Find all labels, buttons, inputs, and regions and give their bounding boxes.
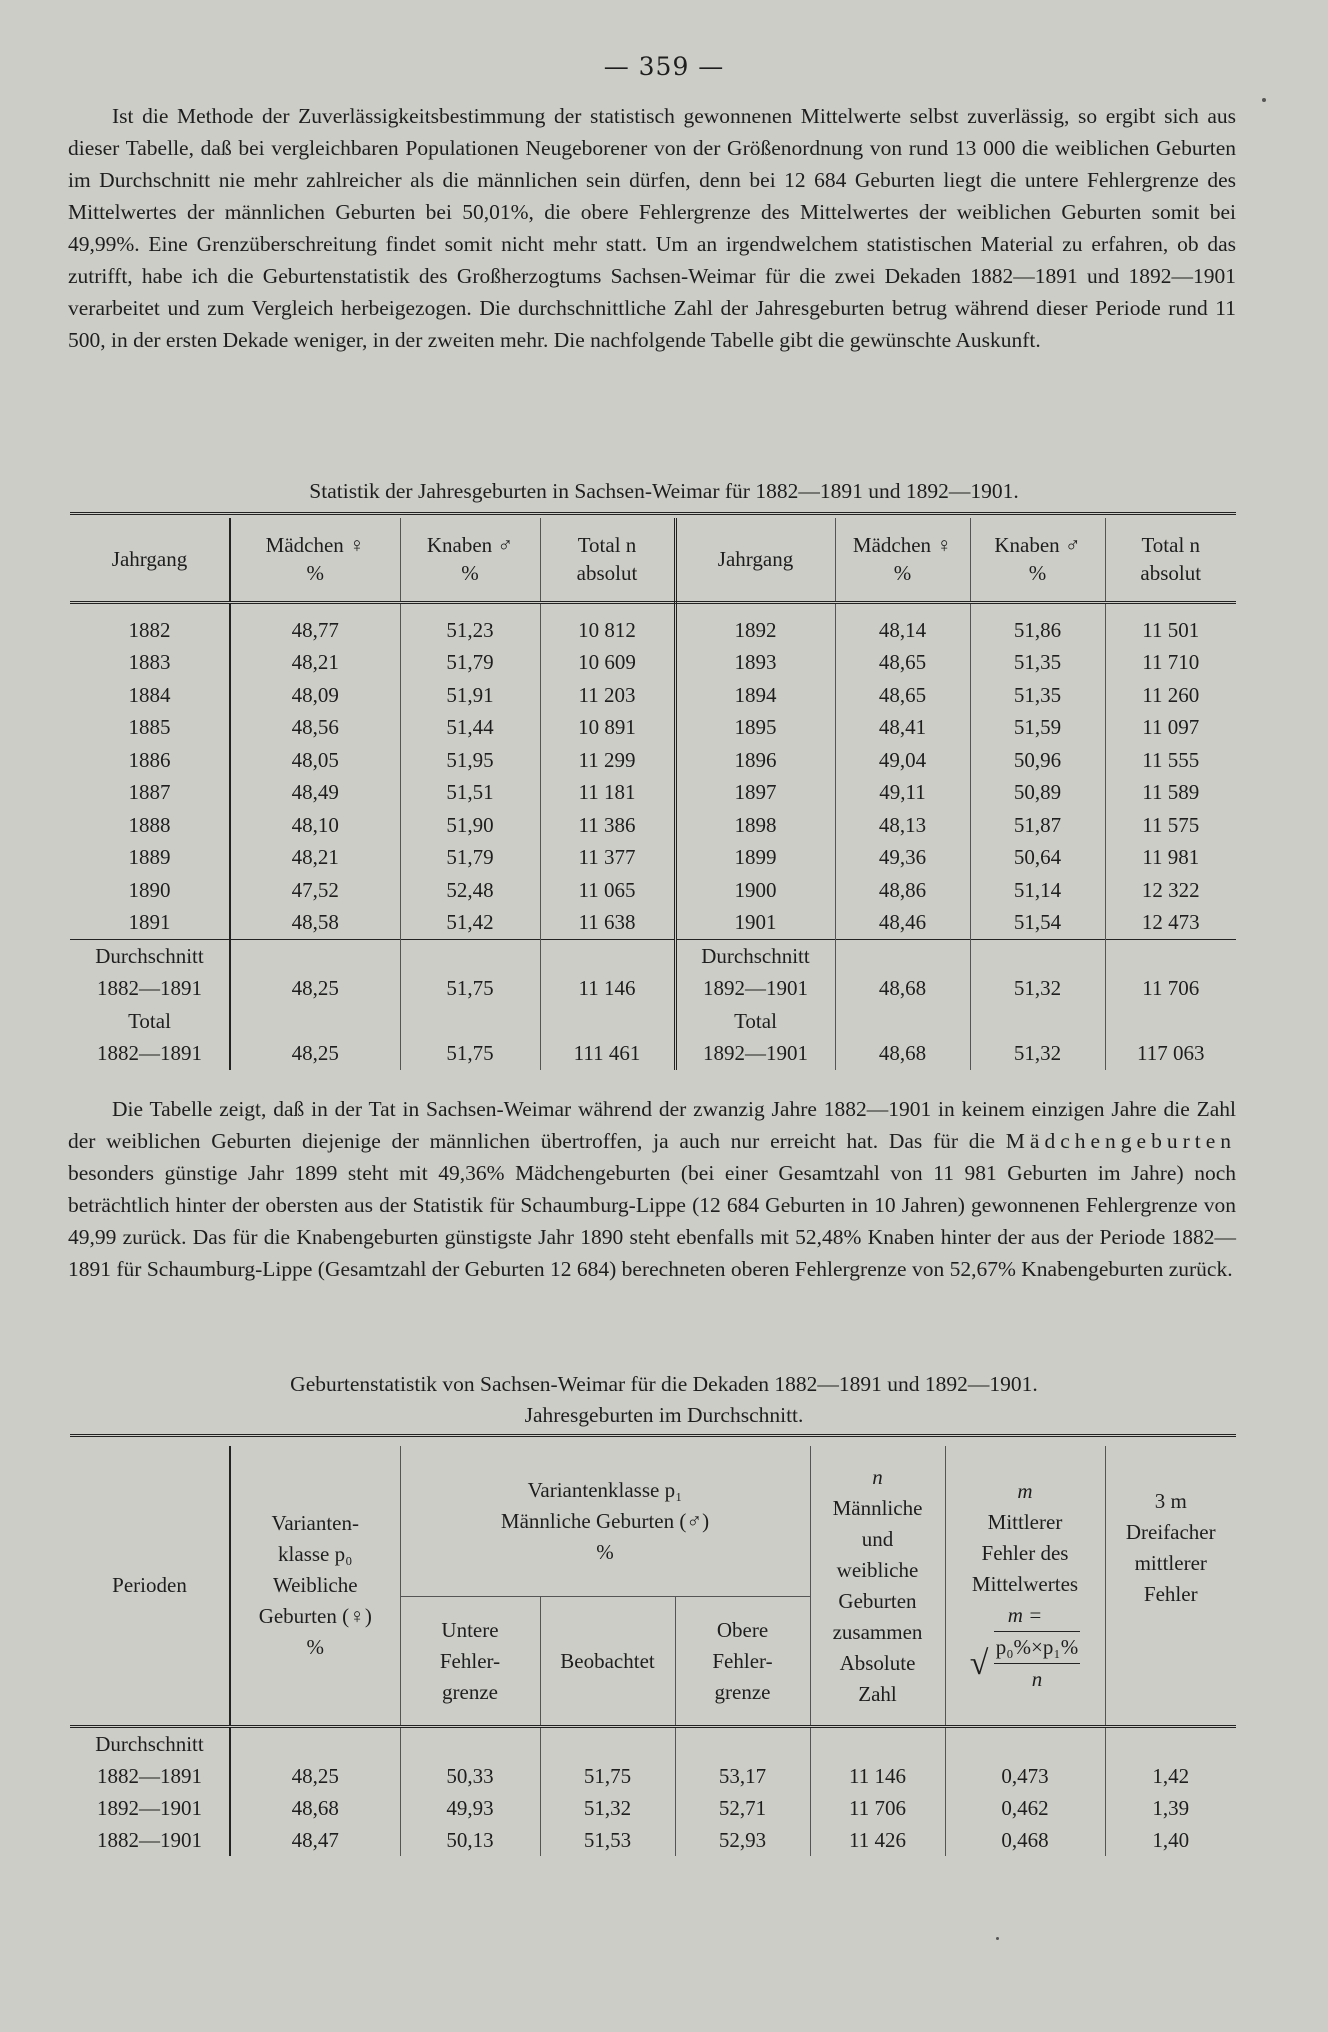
births-by-year-table — [70, 518, 1236, 1070]
cell-obere: 52,93 — [675, 1824, 810, 1856]
cell-maedchen-left: 48,21 — [230, 841, 400, 874]
cell-n: 11 426 — [810, 1824, 945, 1856]
header-obere — [675, 1597, 810, 1727]
total-period-left: 1882—1891 — [70, 1037, 230, 1070]
cell-total-right: 11 097 — [1142, 715, 1200, 740]
cell-jahrgang-right: 1895 — [675, 711, 835, 744]
middle-paragraph — [68, 1093, 1236, 1285]
table1-avg-label-row — [70, 939, 1236, 972]
total-maedchen-left: 48,25 — [230, 1037, 400, 1070]
cell-total-right: 11 981 — [1142, 845, 1200, 870]
header-p0-line5: % — [306, 1635, 324, 1659]
table-row — [70, 711, 1236, 744]
header-jahrgang-left: Jahrgang — [70, 518, 230, 602]
cell-maedchen-right: 48,65 — [835, 679, 970, 712]
cell-jahrgang-left: 1887 — [70, 776, 230, 809]
avg-maedchen-left: 48,25 — [230, 972, 400, 1005]
header-beobachtet: Beobachtet — [540, 1597, 675, 1727]
formula-numerator: p₀%×p₁% — [994, 1631, 1080, 1664]
cell-total-left: 11 065 — [540, 874, 675, 907]
table1-total-row — [70, 1037, 1236, 1070]
cell-total-left: 11 299 — [540, 744, 675, 777]
cell-knaben-left: 51,42 — [400, 906, 540, 939]
header-untere-line3: grenze — [442, 1679, 498, 1704]
cell-knaben-right: 51,86 — [970, 614, 1105, 647]
table1-caption: Statistik der Jahresgeburten in Sachsen-Weimar für 1882—1891 und 1892—1901. — [309, 479, 1019, 503]
cell-total-right: 12 473 — [1141, 910, 1200, 935]
cell-total-left: 11 181 — [540, 776, 675, 809]
header-p0-line3: Weibliche — [272, 1573, 358, 1597]
header-pct: % — [893, 561, 912, 586]
table-row — [70, 614, 1236, 647]
cell-maedchen-left: 48,58 — [230, 906, 400, 939]
table1-total-label-row — [70, 1005, 1236, 1038]
cell-total-left: 10 891 — [540, 711, 675, 744]
cell-untere: 49,93 — [400, 1792, 540, 1824]
header-m-line1: m — [1017, 1479, 1033, 1503]
cell-total-right: 11 589 — [1142, 780, 1200, 805]
table-row — [70, 646, 1236, 679]
header-p1-line2: Männliche Geburten (♂) — [500, 1508, 710, 1533]
speck-mark — [996, 1937, 999, 1940]
avg-maedchen-right: 48,68 — [835, 972, 970, 1005]
cell-maedchen-left: 48,56 — [230, 711, 400, 744]
table1-top-rule — [70, 512, 1236, 515]
header-m — [945, 1446, 1105, 1727]
cell-total-left: 11 386 — [540, 809, 675, 842]
header-maedchen-left — [230, 518, 400, 602]
cell-jahrgang-right: 1892 — [675, 614, 835, 647]
cell-untere: 50,33 — [400, 1760, 540, 1792]
cell-periode: 1892—1901 — [70, 1792, 230, 1824]
cell-total-right: 11 260 — [1142, 682, 1200, 707]
cell-3m: 1,39 — [1152, 1796, 1190, 1820]
header-m-formula — [946, 1631, 1105, 1695]
cell-jahrgang-right: 1900 — [675, 874, 835, 907]
cell-knaben-right: 51,87 — [970, 809, 1105, 842]
header-p1-line3: % — [596, 1539, 614, 1564]
cell-jahrgang-left: 1884 — [70, 679, 230, 712]
header-obere-line2: Fehler- — [712, 1648, 773, 1673]
cell-n: 11 706 — [810, 1792, 945, 1824]
header-knaben-left — [400, 518, 540, 602]
table1-avg-row — [70, 972, 1236, 1005]
header-n-line1: n — [872, 1464, 883, 1489]
header-p0-line4: Geburten (♀) — [258, 1604, 372, 1628]
cell-total-left: 11 203 — [540, 679, 675, 712]
formula-fraction — [994, 1631, 1080, 1695]
header-pct: % — [306, 561, 324, 586]
cell-p0: 48,47 — [230, 1824, 400, 1856]
cell-maedchen-right: 48,65 — [835, 646, 970, 679]
total-maedchen-right: 48,68 — [835, 1037, 970, 1070]
total-period-right: 1892—1901 — [675, 1037, 835, 1070]
table-row — [70, 841, 1236, 874]
cell-total-left: 10 812 — [540, 614, 675, 647]
cell-total-left: 11 638 — [540, 906, 675, 939]
cell-maedchen-right: 48,41 — [835, 711, 970, 744]
avg-period-right: 1892—1901 — [675, 972, 835, 1005]
cell-maedchen-right: 49,04 — [835, 744, 970, 777]
table-row — [70, 906, 1236, 939]
cell-3m: 1,40 — [1152, 1828, 1190, 1852]
cell-maedchen-left: 47,52 — [230, 874, 400, 907]
table2-header-row1 — [70, 1446, 1236, 1597]
avg-knaben-left: 51,75 — [400, 972, 540, 1005]
header-maedchen-right — [835, 518, 970, 602]
total-total-left: 111 461 — [540, 1037, 675, 1070]
cell-knaben-right: 50,89 — [970, 776, 1105, 809]
cell-knaben-right: 51,59 — [970, 711, 1105, 744]
birth-stats-decades-table — [70, 1446, 1236, 1856]
header-knaben-right — [970, 518, 1105, 602]
cell-total-right: 11 501 — [1142, 617, 1200, 642]
header-m-line3: Fehler des — [981, 1541, 1069, 1565]
cell-jahrgang-left: 1891 — [70, 906, 230, 939]
total-label-left: Total — [70, 1005, 230, 1038]
table-row — [70, 809, 1236, 842]
header-n-line6: zusammen — [832, 1619, 923, 1644]
cell-maedchen-left: 48,77 — [230, 614, 400, 647]
cell-p0: 48,68 — [230, 1792, 400, 1824]
avg-period-left: 1882—1891 — [70, 972, 230, 1005]
page-number: — 359 — — [603, 52, 725, 81]
cell-total-right: 11 575 — [1142, 812, 1200, 837]
header-3m-line3: mittlerer — [1134, 1551, 1207, 1575]
table1-spacer-row — [70, 602, 1236, 614]
cell-jahrgang-left: 1882 — [70, 614, 230, 647]
middle-paragraph-spaced-word: Mädchengeburten — [1005, 1129, 1236, 1153]
table2-caption-line2: Jahresgeburten im Durchschnitt. — [524, 1403, 804, 1427]
cell-jahrgang-left: 1886 — [70, 744, 230, 777]
cell-knaben-right: 50,96 — [970, 744, 1105, 777]
header-p0 — [230, 1446, 400, 1727]
sqrt-symbol: √ — [969, 1644, 989, 1682]
header-3m — [1105, 1446, 1236, 1727]
cell-p0: 48,25 — [230, 1760, 400, 1792]
cell-knaben-left: 51,79 — [400, 646, 540, 679]
cell-knaben-right: 50,64 — [970, 841, 1105, 874]
intro-paragraph — [68, 100, 1236, 356]
table2-body — [70, 1727, 1236, 1857]
cell-jahrgang-right: 1898 — [675, 809, 835, 842]
cell-knaben-left: 51,91 — [400, 679, 540, 712]
cell-maedchen-left: 48,21 — [230, 646, 400, 679]
cell-knaben-left: 51,23 — [400, 614, 540, 647]
cell-jahrgang-left: 1890 — [70, 874, 230, 907]
cell-knaben-left: 52,48 — [400, 874, 540, 907]
avg-total-right: 11 706 — [1142, 976, 1200, 1001]
cell-m: 0,468 — [945, 1824, 1105, 1856]
cell-jahrgang-left: 1889 — [70, 841, 230, 874]
cell-maedchen-right: 49,36 — [835, 841, 970, 874]
table-row — [70, 1792, 1236, 1824]
cell-jahrgang-left: 1885 — [70, 711, 230, 744]
cell-m: 0,462 — [945, 1792, 1105, 1824]
cell-untere: 50,13 — [400, 1824, 540, 1856]
cell-obere: 52,71 — [675, 1792, 810, 1824]
total-label-right: Total — [675, 1005, 835, 1038]
cell-maedchen-right: 48,86 — [835, 874, 970, 907]
header-maedchen-label: Mädchen ♀ — [852, 533, 953, 558]
header-total-label: Total n — [1141, 533, 1201, 558]
header-maedchen-label: Mädchen ♀ — [265, 533, 365, 558]
header-untere — [400, 1597, 540, 1727]
cell-beobachtet: 51,75 — [540, 1760, 675, 1792]
header-n — [810, 1446, 945, 1727]
cell-3m: 1,42 — [1152, 1764, 1190, 1788]
table-row — [70, 776, 1236, 809]
header-n-line7: Absolute — [839, 1650, 916, 1675]
cell-maedchen-right: 48,14 — [835, 614, 970, 647]
header-3m-line4: Fehler — [1143, 1582, 1198, 1606]
cell-m: 0,473 — [945, 1760, 1105, 1792]
header-perioden: Perioden — [70, 1446, 230, 1727]
cell-jahrgang-right: 1897 — [675, 776, 835, 809]
cell-maedchen-right: 48,13 — [835, 809, 970, 842]
table2-caption-line1: Geburtenstatistik von Sachsen-Weimar für die Dekaden 1882—1891 und 1892—1901. — [290, 1372, 1038, 1396]
cell-total-left: 10 609 — [540, 646, 675, 679]
table1-header-row — [70, 518, 1236, 602]
cell-knaben-left: 51,90 — [400, 809, 540, 842]
header-n-line3: und — [861, 1526, 894, 1551]
header-untere-line1: Untere — [441, 1617, 499, 1642]
header-total-label: Total n — [577, 533, 637, 558]
cell-knaben-right: 51,35 — [970, 646, 1105, 679]
table1-summary — [70, 939, 1236, 1070]
header-total-left — [540, 518, 675, 602]
cell-knaben-left: 51,95 — [400, 744, 540, 777]
table2-durchschnitt-row — [70, 1727, 1236, 1761]
cell-maedchen-left: 48,05 — [230, 744, 400, 777]
cell-maedchen-left: 48,49 — [230, 776, 400, 809]
total-total-right: 117 063 — [1137, 1041, 1205, 1066]
intro-paragraph-text: Ist die Methode der Zuverlässigkeitsbestimmung der statistisch gewonnenen Mittelwerte selbst zuverlässig, so ergibt sich aus dieser Tabelle, daß bei vergleichbaren Populationen Neugeborener von der Größenordnung von rund 13 000 die weiblichen Geburten im Durchschnitt nie mehr zahlreicher als die männlichen sein dürfen, denn bei 12 684 Geburten liegt die untere Fehlergrenze des Mittelwertes der männlichen Geburten bei 50,01%, die obere Fehlergrenze des Mittelwertes der weiblichen Geburten somit bei 49,99%. Eine Grenzüberschreitung findet somit nicht mehr statt. Um an irgendwelchem statistischen Material zu erfahren, ob das zutrifft, habe ich die Geburtenstatistik des Großherzogtums Sachsen-Weimar für die zwei Dekaden 1882—1891 und 1892—1901 verarbeitet und zum Vergleich herbeigezogen. Die durchschnittliche Zahl der Jahresgeburten betrug während dieser Periode rund 11 500, in der ersten Dekade weniger, in der zweiten mehr. Die nachfolgende Tabelle gibt die gewünschte Auskunft. — [68, 104, 1236, 352]
header-p0-line2: klasse p₀ — [278, 1542, 353, 1566]
total-knaben-right: 51,32 — [970, 1037, 1105, 1070]
cell-knaben-left: 51,79 — [400, 841, 540, 874]
header-absolut: absolut — [576, 561, 638, 586]
header-n-line4: weibliche — [836, 1557, 919, 1582]
cell-jahrgang-left: 1883 — [70, 646, 230, 679]
cell-total-right: 11 555 — [1142, 747, 1200, 772]
speck-mark — [1262, 98, 1266, 102]
cell-knaben-right: 51,35 — [970, 679, 1105, 712]
cell-jahrgang-right: 1899 — [675, 841, 835, 874]
cell-periode: 1882—1901 — [70, 1824, 230, 1856]
avg-label-left: Durchschnitt — [70, 939, 230, 972]
header-untere-line2: Fehler- — [439, 1648, 501, 1673]
table-row — [70, 744, 1236, 777]
table-row — [70, 874, 1236, 907]
total-knaben-left: 51,75 — [400, 1037, 540, 1070]
header-p0-line1: Varianten- — [271, 1511, 359, 1535]
t2-durchschnitt-label: Durchschnitt — [70, 1727, 230, 1761]
cell-periode: 1882—1891 — [70, 1760, 230, 1792]
table2-top-rule — [70, 1434, 1236, 1437]
cell-jahrgang-right: 1893 — [675, 646, 835, 679]
header-total-right — [1105, 518, 1236, 602]
cell-total-left: 11 377 — [540, 841, 675, 874]
header-p1 — [400, 1446, 810, 1597]
cell-maedchen-left: 48,10 — [230, 809, 400, 842]
cell-total-right: 11 710 — [1142, 650, 1200, 675]
cell-maedchen-left: 48,09 — [230, 679, 400, 712]
middle-paragraph-text-a: Die Tabelle zeigt, daß in der Tat in Sachsen-Weimar während der zwanzig Jahre 1882—1901 in keinem einzigen Jahre die Zahl der weiblichen Geburten diejenige der männlichen übertroffen, ja auch nur erreicht hat. Das für die — [68, 1097, 1236, 1153]
cell-knaben-right: 51,14 — [970, 874, 1105, 907]
cell-total-right: 12 322 — [1141, 877, 1200, 902]
middle-paragraph-text-b: besonders günstige Jahr 1899 steht mit 49,36% Mädchengeburten (bei einer Gesamtzahl von 11 981 Geburten im Jahre) noch beträchtlich hinter der obersten aus der Statistik für Schaumburg-Lippe (12 684 Geburten in 10 Jahren) gewonnenen Fehlergrenze von 49,99 zurück. Das für die Knabengeburten günstigste Jahr 1890 steht ebenfalls mit 52,48% Knaben hinter der aus der Periode 1882—1891 für Schaumburg-Lippe (Gesamtzahl der Geburten 12 684) berechneten oberen Fehlergrenze von 52,67% Knabengeburten zurück. — [68, 1161, 1236, 1281]
cell-maedchen-right: 48,46 — [835, 906, 970, 939]
cell-obere: 53,17 — [675, 1760, 810, 1792]
cell-maedchen-right: 49,11 — [835, 776, 970, 809]
header-3m-line2: Dreifacher — [1125, 1520, 1216, 1544]
header-n-line2: Männliche — [832, 1495, 923, 1520]
cell-beobachtet: 51,53 — [540, 1824, 675, 1856]
cell-n: 11 146 — [810, 1760, 945, 1792]
header-p1-line1: Variantenklasse p₁ — [527, 1477, 683, 1502]
header-obere-line1: Obere — [716, 1617, 769, 1642]
header-n-line8: Zahl — [858, 1681, 897, 1706]
table-row — [70, 1824, 1236, 1856]
table-row — [70, 1760, 1236, 1792]
header-m-line4: Mittelwertes — [971, 1572, 1079, 1596]
cell-beobachtet: 51,32 — [540, 1792, 675, 1824]
header-knaben-label: Knaben ♂ — [994, 533, 1081, 558]
avg-total-left: 11 146 — [540, 972, 675, 1005]
header-m-line5: m = — [1007, 1603, 1043, 1627]
table1-body — [70, 602, 1236, 939]
cell-jahrgang-left: 1888 — [70, 809, 230, 842]
avg-label-right: Durchschnitt — [675, 939, 835, 972]
header-3m-line1: 3 m — [1154, 1489, 1187, 1513]
header-obere-line3: grenze — [714, 1679, 771, 1704]
cell-knaben-right: 51,54 — [970, 906, 1105, 939]
header-knaben-label: Knaben ♂ — [426, 533, 514, 558]
cell-jahrgang-right: 1896 — [675, 744, 835, 777]
table-row — [70, 679, 1236, 712]
header-jahrgang-right: Jahrgang — [675, 518, 835, 602]
cell-knaben-left: 51,51 — [400, 776, 540, 809]
cell-jahrgang-right: 1901 — [675, 906, 835, 939]
avg-knaben-right: 51,32 — [970, 972, 1105, 1005]
cell-jahrgang-right: 1894 — [675, 679, 835, 712]
header-absolut: absolut — [1140, 561, 1202, 586]
cell-knaben-left: 51,44 — [400, 711, 540, 744]
header-n-line5: Geburten — [838, 1588, 917, 1613]
header-m-line2: Mittlerer — [987, 1510, 1063, 1534]
formula-denominator: n — [1031, 1667, 1043, 1691]
header-pct: % — [461, 561, 479, 586]
header-pct: % — [1028, 561, 1047, 586]
